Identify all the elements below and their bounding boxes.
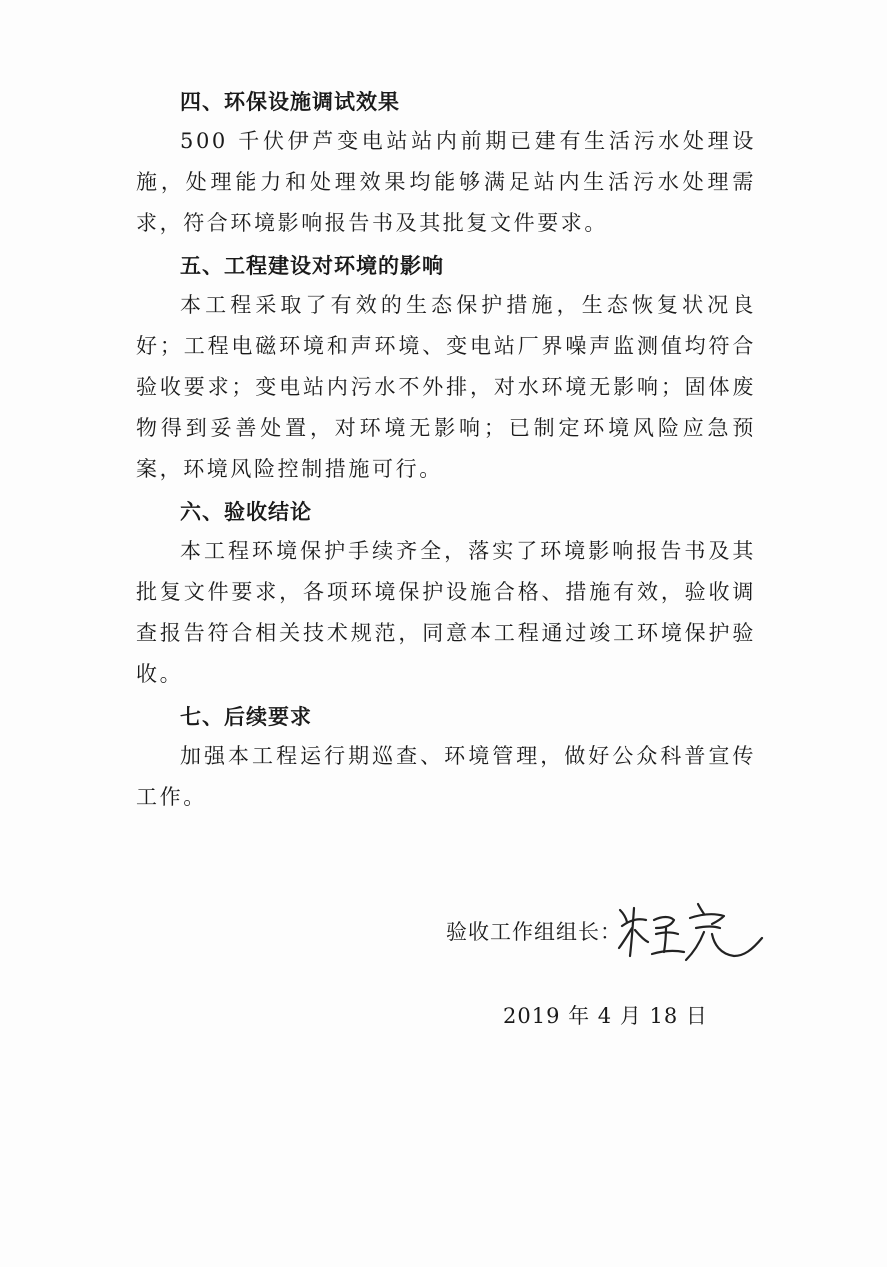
section-environmental-impact xyxy=(136,248,756,490)
handwritten-signature xyxy=(616,898,766,968)
section-environmental-facilities xyxy=(136,84,756,244)
section-heading: 六、验收结论 xyxy=(180,500,312,524)
section-body: 加强本工程运行期巡查、环境管理，做好公众科普宣传工作。 xyxy=(136,744,756,809)
section-body: 本工程采取了有效的生态保护措施，生态恢复状况良好；工程电磁环境和声环境、变电站厂界噪声监测值均符合验收要求；变电站内污水不外排，对水环境无影响；固体废物得到妥善处置，对环境无影响；已制定环境风险应急预案，环境风险控制措施可行。 xyxy=(136,293,756,481)
document-content xyxy=(136,84,756,822)
section-follow-up-requirements xyxy=(136,699,756,818)
section-heading: 四、环保设施调试效果 xyxy=(180,90,400,114)
document-date: 2019 年 4 月 18 日 xyxy=(503,1004,708,1028)
section-heading: 七、后续要求 xyxy=(180,705,312,729)
section-heading: 五、工程建设对环境的影响 xyxy=(180,254,444,278)
signature-block xyxy=(446,898,776,968)
signature-label: 验收工作组组长： xyxy=(446,920,622,944)
section-body: 500 千伏伊芦变电站站内前期已建有生活污水处理设施，处理能力和处理效果均能够满足站内生活污水处理需求，符合环境影响报告书及其批复文件要求。 xyxy=(136,129,756,235)
section-acceptance-conclusion xyxy=(136,494,756,695)
section-body: 本工程环境保护手续齐全，落实了环境影响报告书及其批复文件要求，各项环境保护设施合格、措施有效，验收调查报告符合相关技术规范，同意本工程通过竣工环境保护验收。 xyxy=(136,539,756,686)
